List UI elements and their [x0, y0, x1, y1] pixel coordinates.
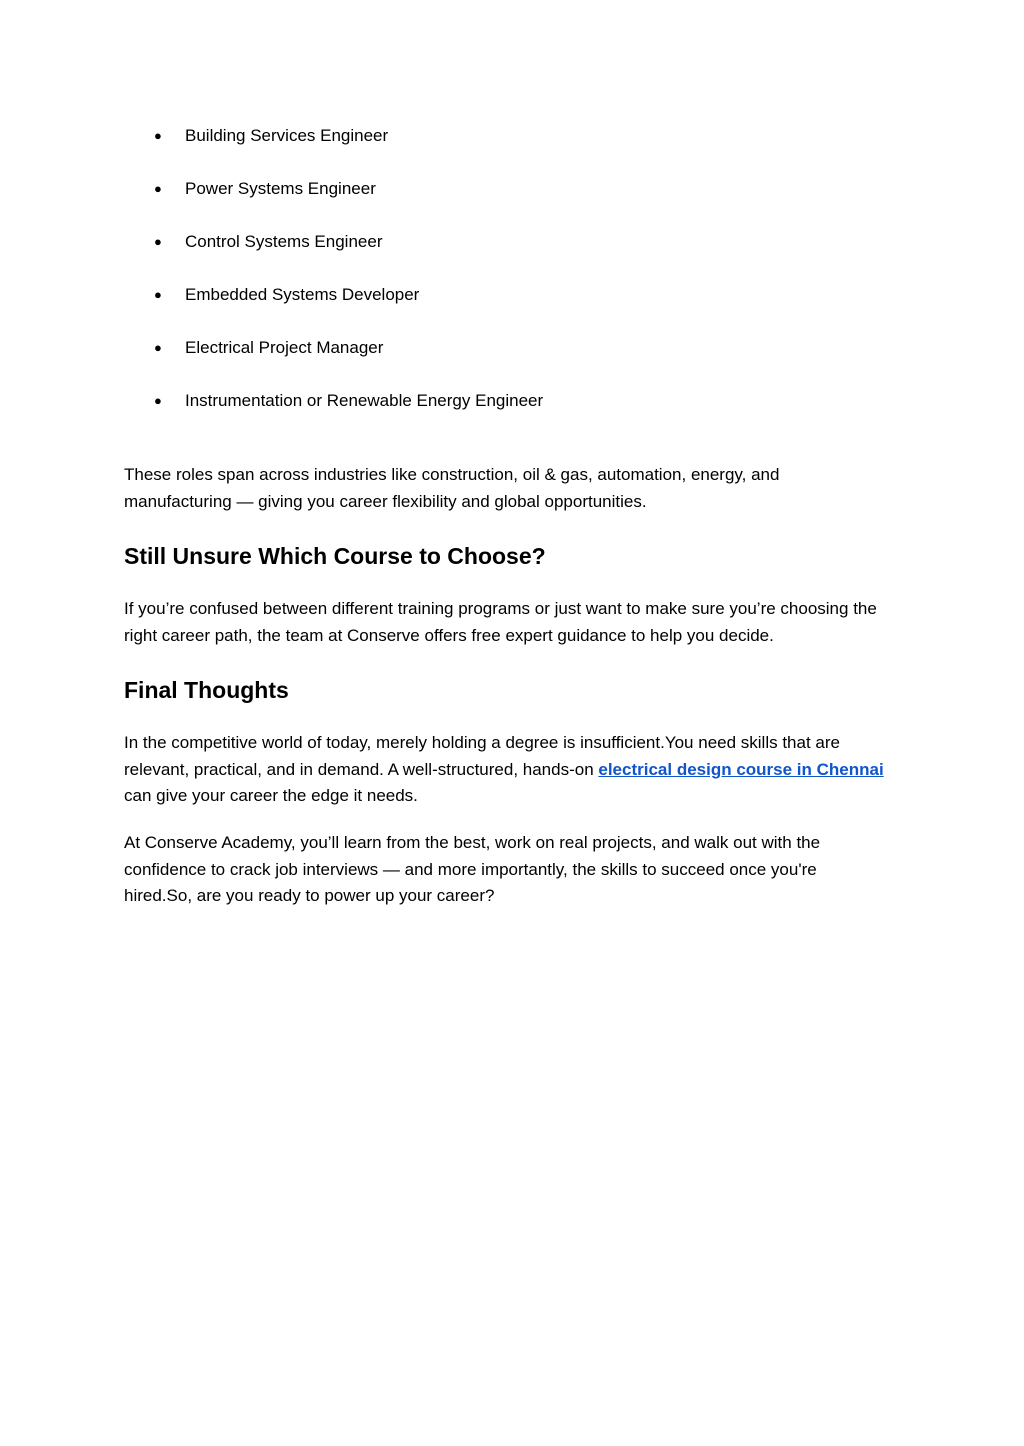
bullet-icon: ●: [154, 234, 162, 249]
list-item-label: Embedded Systems Developer: [185, 285, 420, 304]
bullet-icon: ●: [154, 287, 162, 302]
paragraph-text: can give your career the edge it needs.: [124, 786, 418, 805]
list-item-label: Instrumentation or Renewable Energy Engineer: [185, 391, 544, 410]
list-item-label: Power Systems Engineer: [185, 179, 376, 198]
electrical-design-course-link[interactable]: electrical design course in Chennai: [598, 759, 884, 779]
bullet-icon: ●: [154, 128, 162, 143]
section-heading-unsure: Still Unsure Which Course to Choose?: [124, 543, 546, 569]
closing-paragraph: At Conserve Academy, you’ll learn from the best, work on real projects, and walk out with the confidence to crack job interviews — and more importantly, the skills to succeed once you're hired.So, are you ready to power up your career?: [124, 833, 821, 905]
bullet-icon: ●: [154, 181, 162, 196]
list-item-label: Control Systems Engineer: [185, 232, 383, 251]
bullet-icon: ●: [154, 340, 162, 355]
list-item-label: Electrical Project Manager: [185, 338, 384, 357]
industries-paragraph: These roles span across industries like construction, oil & gas, automation, energy, and manufacturing — giving you career flexibility and global opportunities.: [124, 465, 780, 511]
section-heading-final-thoughts: Final Thoughts: [124, 677, 289, 703]
guidance-paragraph: If you’re confused between different training programs or just want to make sure you’re choosing the right career path, the team at Conserve offers free expert guidance to help you decide.: [124, 599, 877, 645]
paragraph-text: In the competitive world of today, merely holding a degree is insufficient.You need skills that are relevant, practical, and in demand. A well-structured, hands-on: [124, 733, 840, 779]
list-item-label: Building Services Engineer: [185, 126, 389, 145]
final-thoughts-paragraph: [124, 730, 899, 810]
bullet-icon: ●: [154, 393, 162, 408]
